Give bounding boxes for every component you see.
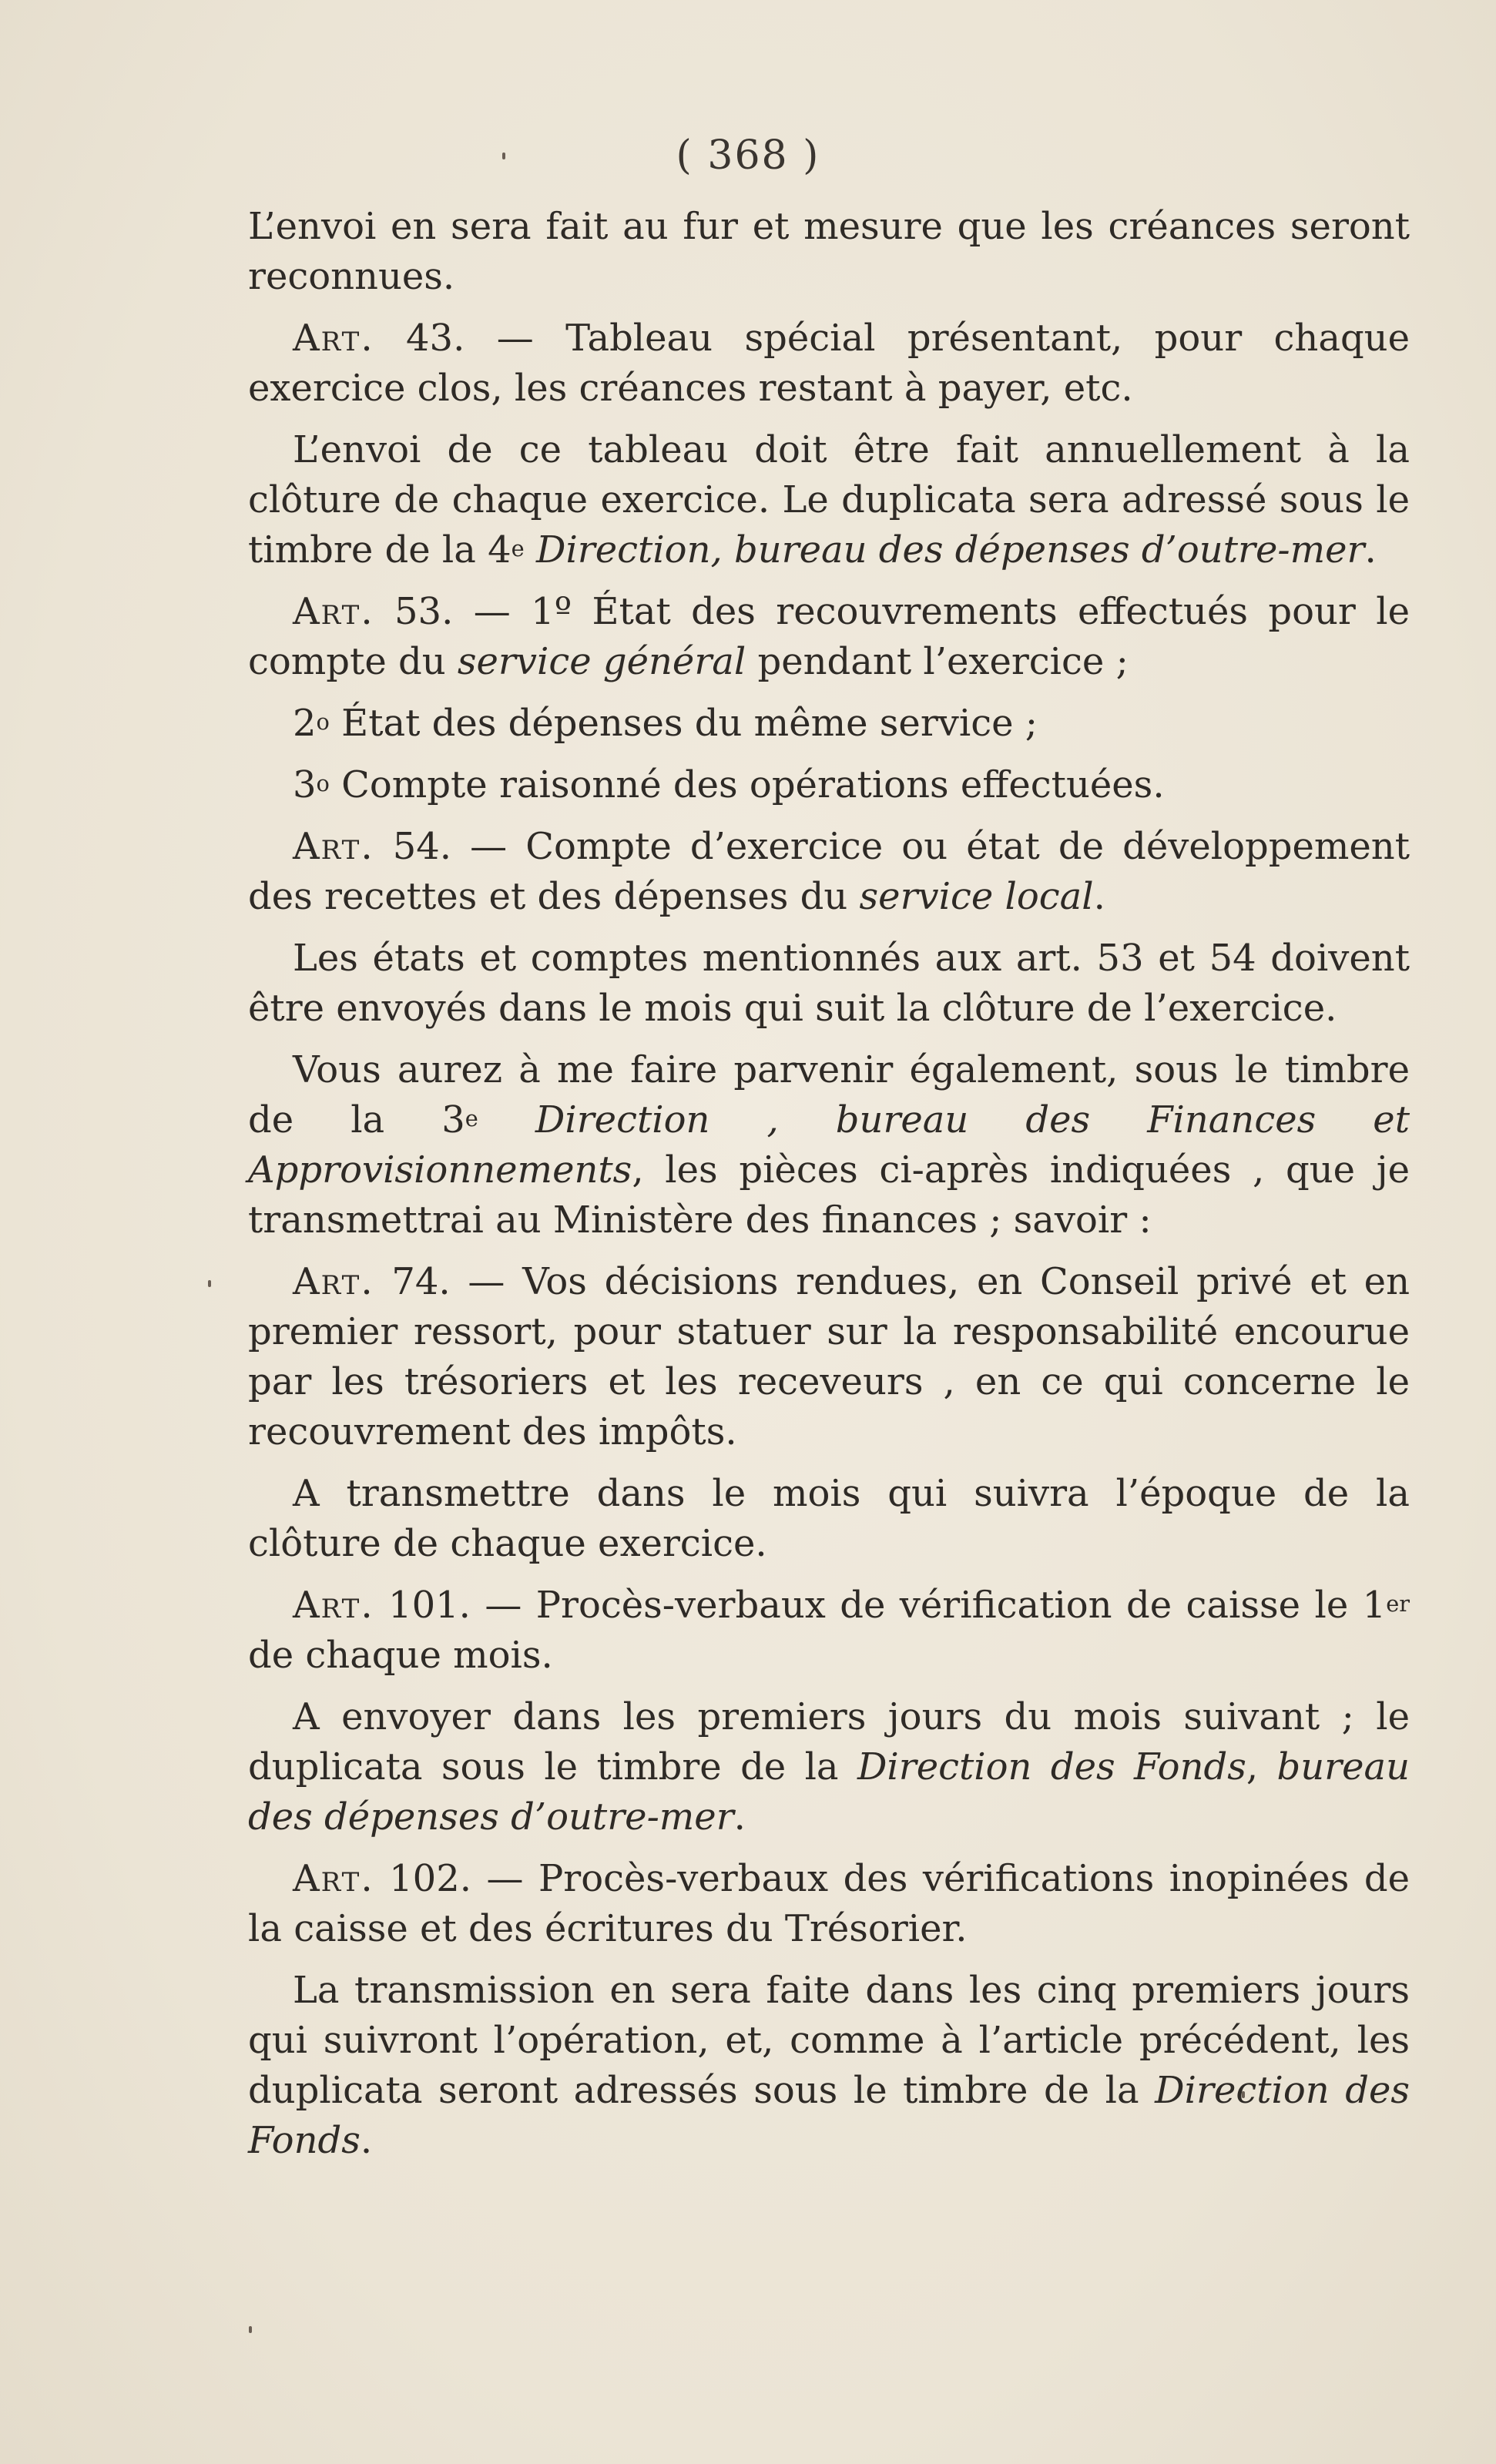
paragraph-text: Compte raisonné des opérations effectuées. <box>329 763 1165 806</box>
paragraph-end: . <box>1364 528 1377 572</box>
paragraph-end: , les pièces ci-après indiquées , que je transmettrai au Ministère des finances ; savoir : <box>248 1148 1410 1242</box>
italic-text: bureau des dépenses d’outre-mer <box>248 1745 1410 1839</box>
italic-text: Direction , bureau des Finances et Approvisionnements <box>248 1098 1410 1192</box>
paragraph-end: de chaque mois. <box>248 1634 553 1677</box>
paragraph-text: — Compte d’exercice ou état de développement des recettes et des dépenses du <box>248 825 1410 918</box>
italic-text: Direction des Fonds <box>248 2069 1410 2162</box>
article-label: Art. <box>293 1857 374 1900</box>
article-number: 74. <box>391 1260 451 1303</box>
superscript: e <box>465 1105 478 1131</box>
paragraph-text: La transmission en sera faite dans les cinq premiers jours qui suivront l’opération, et, comme à l’article précédent, les duplicata seront adressés sous le timbre de la <box>248 1969 1410 2112</box>
superscript: o <box>316 709 330 735</box>
paragraph-text: A transmettre dans le mois qui suivra l’époque de la clôture de chaque exercice. <box>248 1472 1410 1565</box>
italic-text: service général <box>457 640 746 683</box>
paragraph <box>248 934 1410 1034</box>
italic-text: service local <box>859 875 1094 918</box>
article-number: 101. <box>388 1584 471 1627</box>
superscript: er <box>1386 1591 1410 1617</box>
page-number: ( 368 ) <box>676 132 820 179</box>
article-label: Art. <box>293 825 374 868</box>
italic-text: Direction des Fonds <box>857 1745 1246 1788</box>
body-text <box>248 202 1410 2177</box>
superscript: e <box>511 535 525 562</box>
ordinal-number: 4 <box>488 528 512 572</box>
paragraph-end: . <box>1093 875 1105 918</box>
paragraph-text: A envoyer dans les premiers jours du mois suivant ; le duplicata sous le timbre de la <box>248 1695 1410 1788</box>
paragraph-text: État des dépenses du même service ; <box>329 702 1038 745</box>
paragraph <box>248 1966 1410 2166</box>
paragraph <box>248 760 1410 810</box>
paragraph-text: — Vos décisions rendues, en Conseil privé et en premier ressort, pour statuer sur la responsabilité encourue par les trésoriers et les receveurs , en ce qui concerne le recouvrement des impôts. <box>248 1260 1410 1453</box>
article-54 <box>248 822 1410 922</box>
paragraph-text: Vous aurez à me faire parvenir également, sous le timbre de la 3 <box>248 1048 1410 1141</box>
ordinal-number: 3 <box>293 763 317 806</box>
article-label: Art. <box>293 1260 374 1303</box>
article-number: 53. <box>394 590 454 633</box>
paragraph-text: Les états et comptes mentionnés aux art. 53 et 54 doivent être envoyés dans le mois qui suit la clôture de l’exercice. <box>248 937 1410 1030</box>
paragraph-text: — Procès-verbaux de vérification de caisse le 1 <box>470 1584 1387 1627</box>
paragraph-text: L’envoi de ce tableau doit être fait annuellement à la clôture de chaque exercice. Le duplicata sera adressé sous le timbre de la <box>248 428 1410 572</box>
ordinal-number: 2 <box>293 702 317 745</box>
paragraph-end: . <box>733 1795 746 1839</box>
paragraph-end: . <box>360 2119 373 2162</box>
article-label: Art. <box>293 590 374 633</box>
paragraph <box>248 1045 1410 1245</box>
article-label: Art. <box>293 317 374 360</box>
paragraph-text: , <box>1246 1745 1277 1788</box>
paragraph-end: pendant l’exercice ; <box>746 640 1129 683</box>
paragraph <box>248 425 1410 575</box>
superscript: o <box>316 770 330 796</box>
article-53 <box>248 587 1410 687</box>
paragraph <box>248 202 1410 302</box>
italic-text: Direction, bureau des dépenses d’outre-mer <box>524 528 1365 572</box>
paper-speck <box>249 2326 252 2333</box>
article-number: 54. <box>392 825 452 868</box>
paragraph-text: L’envoi en sera fait au fur et mesure que les créances seront reconnues. <box>248 205 1410 298</box>
paragraph-text: — 1º État des recouvrements effectués pour le compte du <box>248 590 1410 683</box>
paper-speck <box>208 1280 211 1287</box>
article-74 <box>248 1257 1410 1457</box>
paragraph-text: — Procès-verbaux des vérifications inopinées de la caisse et des écritures du Trésorier. <box>248 1857 1410 1950</box>
article-102 <box>248 1854 1410 1954</box>
article-number: 43. <box>406 317 465 360</box>
paragraph <box>248 1692 1410 1842</box>
paragraph <box>248 699 1410 749</box>
article-43 <box>248 313 1410 414</box>
article-label: Art. <box>293 1584 374 1627</box>
paragraph-text: — Tableau spécial présentant, pour chaque exercice clos, les créances restant à payer, etc. <box>248 317 1410 410</box>
paragraph <box>248 1469 1410 1569</box>
article-101 <box>248 1581 1410 1681</box>
article-number: 102. <box>389 1857 471 1900</box>
